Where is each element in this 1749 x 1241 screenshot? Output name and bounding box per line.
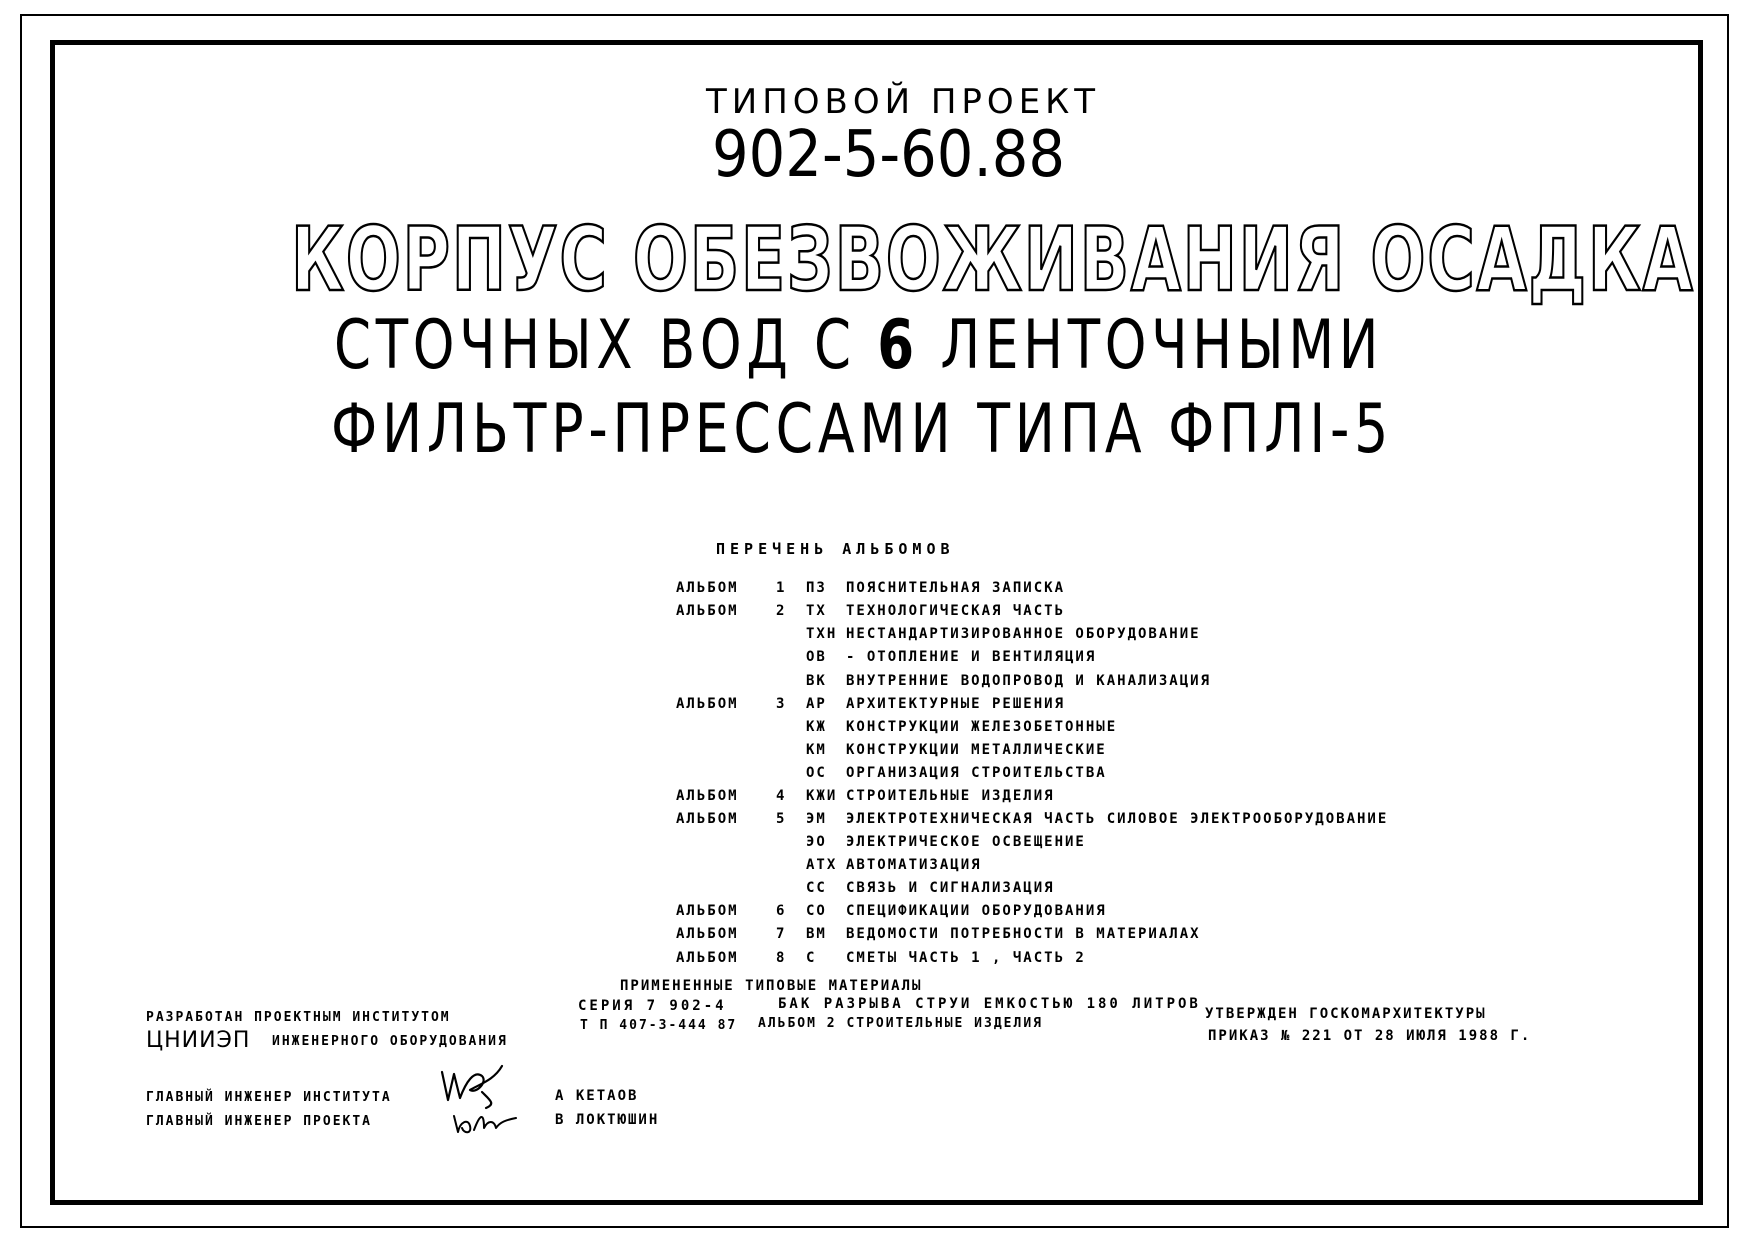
section-code: АТХ xyxy=(806,857,838,873)
series-description: БАК РАЗРЫВА СТРУИ ЕМКОСТЬЮ 180 ЛИТРОВ xyxy=(778,996,1201,1012)
section-description: НЕСТАНДАРТИЗИРОВАННОЕ ОБОРУДОВАНИЕ xyxy=(846,626,1201,642)
album-label: АЛЬБОМ xyxy=(676,926,739,942)
section-code: ЭМ xyxy=(806,811,827,827)
album-label: АЛЬБОМ xyxy=(676,788,739,804)
section-description: ВЕДОМОСТИ ПОТРЕБНОСТИ В МАТЕРИАЛАХ xyxy=(846,926,1201,942)
section-description: КОНСТРУКЦИИ ЖЕЛЕЗОБЕТОННЫЕ xyxy=(846,719,1118,735)
section-code: СО xyxy=(806,903,827,919)
album-number: 6 xyxy=(776,903,787,919)
section-description: СМЕТЫ ЧАСТЬ 1 , ЧАСТЬ 2 xyxy=(846,950,1086,966)
section-description: АРХИТЕКТУРНЫЕ РЕШЕНИЯ xyxy=(846,696,1066,712)
section-code: ТХ xyxy=(806,603,827,619)
section-code: ТХН xyxy=(806,626,838,642)
section-description: - ОТОПЛЕНИЕ И ВЕНТИЛЯЦИЯ xyxy=(846,649,1097,665)
section-code: КЖ xyxy=(806,719,827,735)
signature-chief-engineer-project xyxy=(450,1108,520,1138)
album-label: АЛЬБОМ xyxy=(676,903,739,919)
signature-chief-engineer-institute xyxy=(436,1062,508,1110)
album-label: АЛЬБОМ xyxy=(676,580,739,596)
project-label: ТИПОВОЙ ПРОЕКТ xyxy=(706,82,1101,122)
applied-materials-heading: ПРИМЕНЕННЫЕ ТИПОВЫЕ МАТЕРИАЛЫ xyxy=(620,978,923,994)
section-description: КОНСТРУКЦИИ МЕТАЛЛИЧЕСКИЕ xyxy=(846,742,1107,758)
album-label: АЛЬБОМ xyxy=(676,696,739,712)
section-code: ПЗ xyxy=(806,580,827,596)
standard-project-reference: Т П 407-3-444 87 xyxy=(580,1018,738,1033)
album-label: АЛЬБОМ xyxy=(676,950,739,966)
title-line-3: ФИЛЬТР-ПРЕССАМИ ТИПА ФПЛI-5 xyxy=(331,390,1394,469)
section-description: ЭЛЕКТРОТЕХНИЧЕСКАЯ ЧАСТЬ СИЛОВОЕ ЭЛЕКТРООБОРУДОВАНИЕ xyxy=(846,811,1389,827)
chief-engineer-project-name: В ЛОКТЮШИН xyxy=(555,1112,660,1128)
chief-engineer-institute-name: А КЕТАОВ xyxy=(555,1088,639,1104)
section-code: ВК xyxy=(806,673,827,689)
section-code: ЭО xyxy=(806,834,827,850)
section-description: ПОЯСНИТЕЛЬНАЯ ЗАПИСКА xyxy=(846,580,1066,596)
section-code: ОВ xyxy=(806,649,827,665)
standard-project-description: АЛЬБОМ 2 СТРОИТЕЛЬНЫЕ ИЗДЕЛИЯ xyxy=(758,1016,1043,1031)
album-number: 4 xyxy=(776,788,787,804)
title-main: КОРПУС ОБЕЗВОЖИВАНИЯ ОСАДКА xyxy=(291,208,1695,311)
section-description: ЭЛЕКТРИЧЕСКОЕ ОСВЕЩЕНИЕ xyxy=(846,834,1086,850)
organization-description: ИНЖЕНЕРНОГО ОБОРУДОВАНИЯ xyxy=(272,1034,508,1049)
chief-engineer-project-role: ГЛАВНЫЙ ИНЖЕНЕР ПРОЕКТА xyxy=(146,1114,373,1129)
album-number: 3 xyxy=(776,696,787,712)
album-number: 2 xyxy=(776,603,787,619)
developer-line: РАЗРАБОТАН ПРОЕКТНЫМ ИНСТИТУТОМ xyxy=(146,1010,451,1025)
organization-name: ЦНИИЭП xyxy=(146,1028,251,1053)
approved-by: УТВЕРЖДЕН ГОСКОМАРХИТЕКТУРЫ xyxy=(1205,1006,1487,1022)
section-description: СВЯЗЬ И СИГНАЛИЗАЦИЯ xyxy=(846,880,1055,896)
section-code: КЖИ xyxy=(806,788,838,804)
album-number: 7 xyxy=(776,926,787,942)
press-count: 6 xyxy=(877,306,919,385)
chief-engineer-institute-role: ГЛАВНЫЙ ИНЖЕНЕР ИНСТИТУТА xyxy=(146,1090,392,1105)
section-description: ТЕХНОЛОГИЧЕСКАЯ ЧАСТЬ xyxy=(846,603,1066,619)
album-label: АЛЬБОМ xyxy=(676,811,739,827)
project-code: 902-5-60.88 xyxy=(712,118,1066,192)
section-code: АР xyxy=(806,696,827,712)
section-code: СС xyxy=(806,880,827,896)
album-label: АЛЬБОМ xyxy=(676,603,739,619)
album-number: 8 xyxy=(776,950,787,966)
album-number: 5 xyxy=(776,811,787,827)
section-description: ВНУТРЕННИЕ ВОДОПРОВОД И КАНАЛИЗАЦИЯ xyxy=(846,673,1212,689)
albums-heading: ПЕРЕЧЕНЬ АЛЬБОМОВ xyxy=(716,540,955,558)
album-number: 1 xyxy=(776,580,787,596)
title-line-2-start: СТОЧНЫХ ВОД С xyxy=(334,306,878,385)
section-description: ОРГАНИЗАЦИЯ СТРОИТЕЛЬСТВА xyxy=(846,765,1107,781)
approval-order: ПРИКАЗ № 221 ОТ 28 ИЮЛЯ 1988 Г. xyxy=(1208,1028,1532,1044)
section-description: СПЕЦИФИКАЦИИ ОБОРУДОВАНИЯ xyxy=(846,903,1107,919)
series-reference: СЕРИЯ 7 902-4 xyxy=(578,998,727,1014)
section-description: СТРОИТЕЛЬНЫЕ ИЗДЕЛИЯ xyxy=(846,788,1055,804)
section-code: КМ xyxy=(806,742,827,758)
section-code: ВМ xyxy=(806,926,827,942)
section-description: АВТОМАТИЗАЦИЯ xyxy=(846,857,982,873)
title-line-2-end: ЛЕНТОЧНЫМИ xyxy=(918,306,1384,385)
section-code: ОС xyxy=(806,765,827,781)
title-line-2 xyxy=(334,306,1383,385)
section-code: С xyxy=(806,950,817,966)
